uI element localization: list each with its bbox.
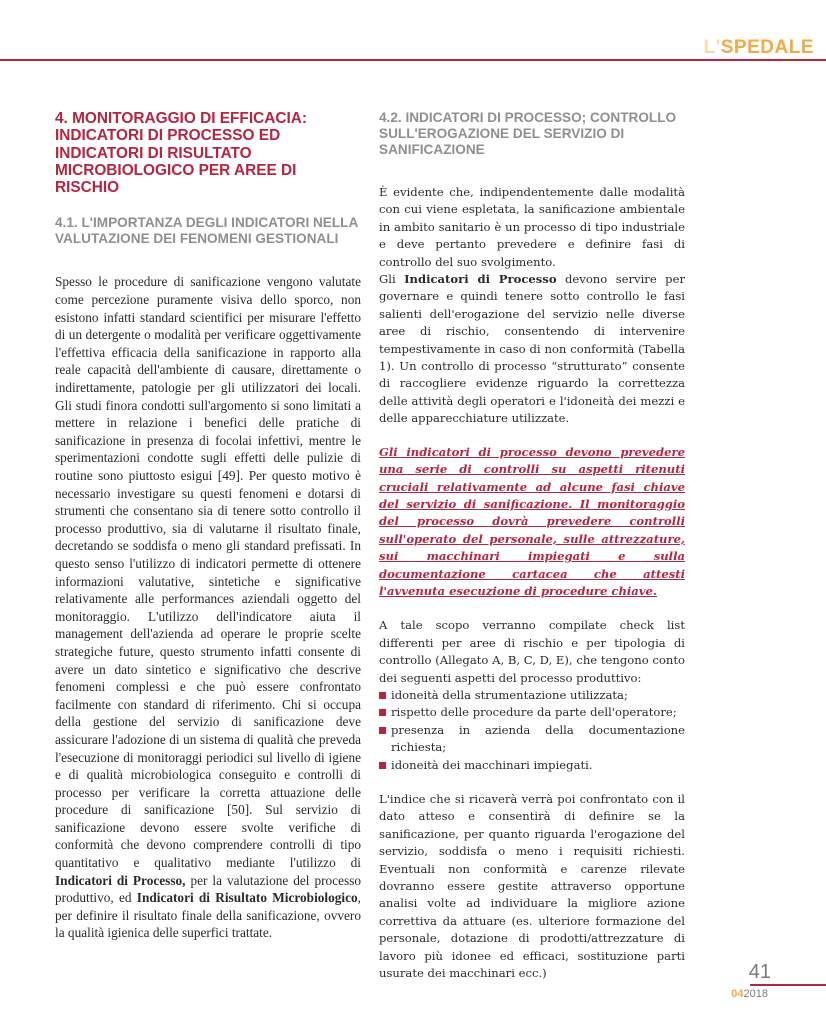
left-bold-process: Indicatori di Processo, — [55, 872, 186, 888]
subsection-heading-4-1: 4.1. L'IMPORTANZA DEGLI INDICATORI NELLA VALUTAZIONE DEI FENOMENI GESTIONALI — [55, 215, 358, 247]
emphasis-paragraph: Gli indicatori di processo devono prevedere una serie di controlli su aspetti ritenuti cruciali relativamente ad alcune fasi chiave del servizio di sanificazione. Il monitoraggio del processo dovrà prevedere controlli sull'operato del personale, sulle attrezzature, sui macchinari impiegati e sulla documentazione cartacea che attesti l'avvenuta esecuzione di procedure chiave. — [379, 444, 685, 598]
para2-rest: devono servire per governare e quindi tenere sotto controllo le fasi salienti dell'erogazione del servizio nelle diverse aree di rischio, consentendo di intervenire tempestivamente in caso di non conformità (Tabella 1). Un controllo di processo “strutturato” consente di raccogliere evidenze riguardo la correttezza delle attività degli operatori e l'idoneità dei mezzi e delle apparecchiature utilizzate. — [379, 272, 685, 426]
bullet-square-icon — [379, 727, 386, 734]
right-column — [379, 110, 685, 982]
left-column — [55, 110, 361, 942]
para2-lead: Gli — [379, 272, 405, 287]
list-item — [379, 722, 685, 757]
bullet-square-icon — [379, 709, 386, 716]
list-item — [379, 757, 685, 774]
para2-bold: Indicatori di Processo — [404, 272, 557, 287]
left-text-end: , per definire il risultato finale della sanificazione, ovvero la qualità igienica delle superfici trattate. — [55, 890, 361, 941]
logo-lead: L' — [703, 37, 721, 58]
page-number: 41 — [748, 961, 771, 983]
bullet-square-icon — [379, 762, 386, 769]
subsection-heading-4-2: 4.2. INDICATORI DI PROCESSO; CONTROLLO SULL'EROGAZIONE DEL SERVIZIO DI SANIFICAZIONE — [379, 110, 677, 157]
list-item-text: idoneità della strumentazione utilizzata; — [391, 687, 628, 702]
header-rule — [0, 59, 826, 61]
left-body — [55, 273, 361, 942]
issue-label — [731, 988, 768, 1000]
bullet-square-icon — [379, 692, 386, 699]
right-body — [379, 184, 685, 428]
right-paragraph-2 — [379, 271, 685, 428]
list-item-text: idoneità dei macchinari impiegati. — [391, 757, 593, 772]
issue-number: 04 — [731, 988, 744, 1000]
right-paragraph-4: L'indice che si ricaverà verrà poi confrontato con il dato atteso e consentirà di definire se la sanificazione, per quanto riguarda l'erogazione del servizio, soddisfa o meno i requisiti richiesti. Eventuali non conformità e carenze rilevate dovranno essere gestite attraverso opportune analisi volte ad individuare la migliore azione correttiva da attuare (es. ulteriore formazione del personale, dotazione di prodotti/attrezzature di lavoro più idonee ed efficaci, sostituzione parti usurate dei macchinari ecc.) — [379, 792, 685, 981]
list-item-text: rispetto delle procedure da parte dell'operatore; — [391, 705, 677, 720]
left-text-mid: per la valutazione del processo produttivo, ed — [55, 872, 361, 906]
magazine-logo — [704, 37, 814, 59]
left-bold-result: Indicatori di Risultato Microbiologico — [136, 890, 358, 906]
logo-text: SPEDALE — [720, 37, 814, 58]
list-item — [379, 687, 685, 704]
issue-year: 2018 — [743, 988, 768, 1000]
right-paragraph-3: A tale scopo verranno compilate check list differenti per aree di rischio e per tipologia di controllo (Allegato A, B, C, D, E), che tengono conto dei seguenti aspetti del processo produttivo: — [379, 618, 685, 685]
left-paragraph — [55, 273, 361, 942]
aspects-list — [379, 687, 685, 774]
section-heading: 4. MONITORAGGIO DI EFFICACIA: INDICATORI DI PROCESSO ED INDICATORI DI RISULTATO MICROBIOLOGICO PER AREE DI RISCHIO — [55, 110, 307, 197]
list-item-text: presenza in azienda della documentazione richiesta; — [391, 722, 685, 755]
right-paragraph-1: È evidente che, indipendentemente dalle modalità con cui viene espletata, la sanificazione ambientale in ambito sanitario è un processo di tipo industriale e deve pertanto prevedere e definire fasi di controllo del suo svolgimento. — [379, 185, 685, 269]
footer-rule — [750, 984, 826, 986]
spacer — [379, 774, 685, 791]
left-text-main: Spesso le procedure di sanificazione vengono valutate come percezione puramente visiva dello sporco, non esistono infatti standard scientifici per misurare l'effetto di un detergente o modalità per verificare oggettivamente l'effettiva efficacia della sanificazione in rapporto alla reale capacità dell'ambiente di causare, direttamente o indirettamente, patologie per gli utilizzatori dei locali. Gli studi finora condotti sull'argomento si sono limitati a mettere in relazione i benefici delle pratiche di sanificazione in presenza di focolai infettivi, mentre le sperimentazioni condotte sugli effetti delle pulizie di routine sono piuttosto esigui [49]. Per questo motivo è necessario investigare su questi fenomeni e dotarsi di strumenti che consentano sia di tenere sotto controllo il processo produttivo, sia di valutarne il risultato finale, decretando se soddisfa o meno gli standard prefissati. In questo senso l'utilizzo di indicatori permette di ottenere informazioni valutative, sintetiche e significative relativamente alle performances aziendali oggetto del monitoraggio. L'utilizzo dell'indicatore aiuta il management dell'azienda ad operare le proprie scelte strategiche future, questo strumento infatti consente di avere un dato sintetico e significativo che descrive fenomeni complessi e che può essere confrontato facilmente con standard di riferimento. Chi si occupa della gestione del servizio di sanificazione deve assicurare l'adozione di un sistema di qualità che preveda l'esecuzione di monitoraggi periodici sul livello di igiene e di qualità microbiologica conseguito e controlli di processo per verificare la corretta attuazione delle procedure di sanificazione [50]. Sul servizio di sanificazione devono essere svolte verifiche di conformità che devono comprendere controlli di tipo quantitativo e qualitativo mediante l'utilizzo di — [55, 274, 361, 871]
right-body-lower — [379, 617, 685, 982]
list-item — [379, 704, 685, 721]
